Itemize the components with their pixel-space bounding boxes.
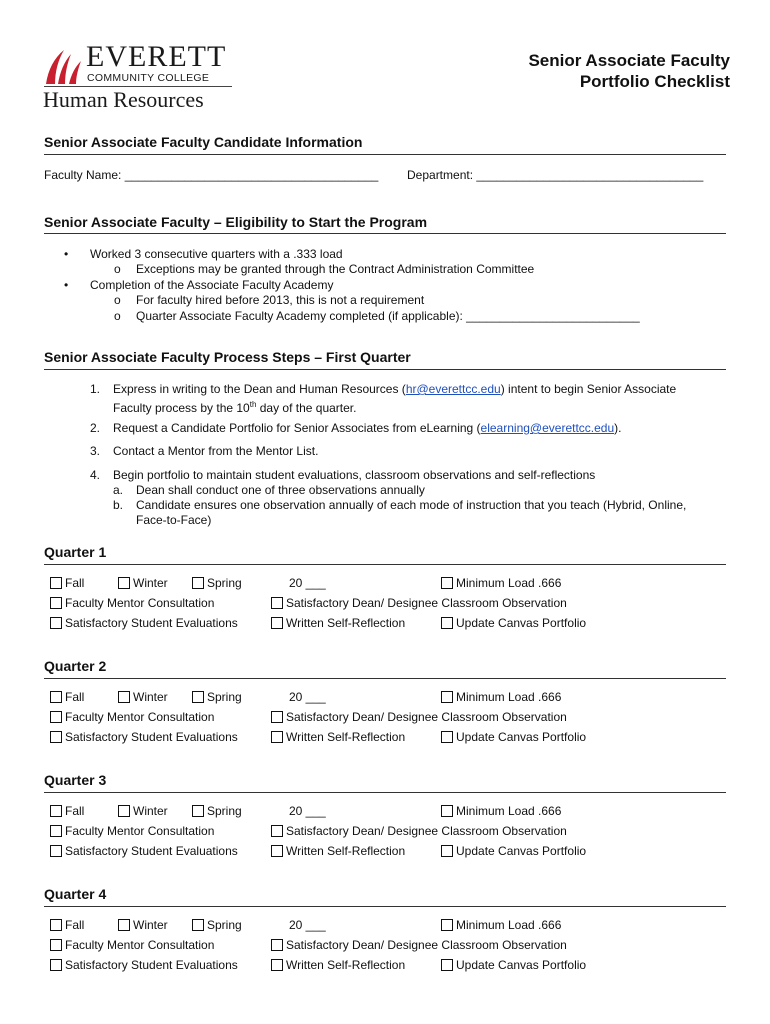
eligibility-item-2: Completion of the Associate Faculty Academy [90,278,334,292]
self-reflection-label: Written Self-Reflection [286,730,406,744]
mentor-label: Faculty Mentor Consultation [65,824,215,838]
mentor-label: Faculty Mentor Consultation [65,938,215,952]
logo-everett-text: EVERETT [86,40,227,73]
fall-label: Fall [65,804,85,818]
step-1-text: Faculty process by the 10 [113,401,250,415]
year-field[interactable]: 20 ___ [289,918,326,932]
step-2-text: Request a Candidate Portfolio for Senior Associates from eLearning ( [113,421,481,435]
step-1-cont [113,397,356,416]
step-number: 1. [90,382,101,396]
title-line-2: Portfolio Checklist [579,72,730,91]
student-evals-label: Satisfactory Student Evaluations [65,958,238,972]
spring-option[interactable] [192,918,242,933]
mentor-checkbox[interactable] [50,939,62,951]
bullet: • [64,278,69,292]
step-1-text: day of the quarter. [256,401,357,415]
self-reflection-option[interactable] [271,958,405,973]
dean-observation-label: Satisfactory Dean/ Designee Classroom Observation [286,596,567,610]
canvas-checkbox[interactable] [441,731,453,743]
logo-hr-text: Human Resources [43,87,204,112]
student-evals-checkbox[interactable] [50,731,62,743]
hr-email-link[interactable]: hr@everettcc.edu [405,382,501,396]
fall-option[interactable] [50,576,84,591]
step-1 [113,382,676,397]
divider [44,154,726,155]
student-evals-label: Satisfactory Student Evaluations [65,730,238,744]
spring-checkbox[interactable] [192,805,204,817]
student-evals-checkbox[interactable] [50,617,62,629]
quarter-title: Quarter 3 [44,772,107,788]
mentor-checkbox[interactable] [50,711,62,723]
spring-label: Spring [207,804,242,818]
faculty-name-field[interactable]: Faculty Name: ______________________________________ [44,168,379,182]
dean-observation-checkbox[interactable] [271,939,283,951]
step-letter: b. [113,498,124,512]
divider [44,564,726,565]
mentor-label: Faculty Mentor Consultation [65,710,215,724]
mentor-checkbox[interactable] [50,825,62,837]
fall-option[interactable] [50,690,84,705]
winter-option[interactable] [118,804,168,819]
canvas-checkbox[interactable] [441,845,453,857]
sub-bullet: o [114,262,121,276]
spring-label: Spring [207,690,242,704]
canvas-label: Update Canvas Portfolio [456,844,587,858]
canvas-label: Update Canvas Portfolio [456,730,587,744]
min-load-checkbox[interactable] [441,919,453,931]
fall-label: Fall [65,918,85,932]
step-4b: Candidate ensures one observation annually of each mode of instruction that you teach (Hybrid, Online, [136,498,687,512]
title-line-1: Senior Associate Faculty [528,51,730,70]
mentor-option[interactable] [50,710,214,725]
spring-label: Spring [207,576,242,590]
step-2 [113,421,621,436]
everett-logo [43,40,234,116]
superscript: th [249,400,257,409]
eligibility-item-1: Worked 3 consecutive quarters with a .333 load [90,247,343,261]
self-reflection-option[interactable] [271,730,405,745]
spring-checkbox[interactable] [192,919,204,931]
student-evals-option[interactable] [50,844,238,859]
min-load-label: Minimum Load .666 [456,576,562,590]
winter-label: Winter [133,576,168,590]
eligibility-sub-3[interactable]: Quarter Associate Faculty Academy completed (if applicable): __________________________ [136,309,640,323]
process-heading: Senior Associate Faculty Process Steps – First Quarter [44,349,411,365]
student-evals-checkbox[interactable] [50,845,62,857]
canvas-label: Update Canvas Portfolio [456,616,587,630]
min-load-option[interactable] [441,690,561,705]
min-load-option[interactable] [441,918,561,933]
year-field[interactable]: 20 ___ [289,804,326,818]
winter-option[interactable] [118,690,168,705]
dean-observation-label: Satisfactory Dean/ Designee Classroom Observation [286,824,567,838]
min-load-checkbox[interactable] [441,691,453,703]
self-reflection-option[interactable] [271,844,405,859]
fall-label: Fall [65,576,85,590]
divider [44,233,726,234]
eligibility-heading: Senior Associate Faculty – Eligibility to Start the Program [44,214,428,230]
spring-checkbox[interactable] [192,577,204,589]
department-field[interactable]: Department: __________________________________ [407,168,704,182]
mentor-checkbox[interactable] [50,597,62,609]
winter-checkbox[interactable] [118,805,130,817]
step-1-text: ) intent to begin Senior Associate [500,382,677,396]
year-field[interactable]: 20 ___ [289,690,326,704]
mentor-label: Faculty Mentor Consultation [65,596,215,610]
dean-observation-option[interactable] [271,596,567,611]
divider [44,906,726,907]
canvas-label: Update Canvas Portfolio [456,958,587,972]
min-load-option[interactable] [441,576,561,591]
min-load-checkbox[interactable] [441,577,453,589]
winter-option[interactable] [118,576,168,591]
self-reflection-checkbox[interactable] [271,959,283,971]
student-evals-label: Satisfactory Student Evaluations [65,616,238,630]
min-load-option[interactable] [441,804,561,819]
step-number: 2. [90,421,101,435]
canvas-option[interactable] [441,616,586,631]
self-reflection-option[interactable] [271,616,405,631]
winter-label: Winter [133,804,168,818]
divider [44,678,726,679]
canvas-option[interactable] [441,844,586,859]
logo-college-text: COMMUNITY COLLEGE [87,72,210,84]
step-4a: Dean shall conduct one of three observations annually [136,483,425,497]
dean-observation-checkbox[interactable] [271,597,283,609]
step-2-text: ). [614,421,622,435]
mentor-option[interactable] [50,596,214,611]
student-evals-option[interactable] [50,616,238,631]
spring-label: Spring [207,918,242,932]
step-number: 3. [90,444,101,458]
student-evals-option[interactable] [50,730,238,745]
self-reflection-label: Written Self-Reflection [286,844,406,858]
fall-checkbox[interactable] [50,577,62,589]
min-load-label: Minimum Load .666 [456,690,562,704]
self-reflection-checkbox[interactable] [271,731,283,743]
fall-option[interactable] [50,804,84,819]
fall-checkbox[interactable] [50,691,62,703]
step-1-text: Express in writing to the Dean and Human Resources ( [113,382,406,396]
sub-bullet: o [114,293,121,307]
fall-checkbox[interactable] [50,805,62,817]
canvas-option[interactable] [441,730,586,745]
student-evals-checkbox[interactable] [50,959,62,971]
self-reflection-checkbox[interactable] [271,617,283,629]
student-evals-label: Satisfactory Student Evaluations [65,844,238,858]
eligibility-sub-2: For faculty hired before 2013, this is not a requirement [136,293,425,307]
student-evals-option[interactable] [50,958,238,973]
winter-checkbox[interactable] [118,577,130,589]
logo-flame-icon [44,48,84,84]
spring-option[interactable] [192,576,242,591]
dean-observation-label: Satisfactory Dean/ Designee Classroom Observation [286,710,567,724]
step-3: Contact a Mentor from the Mentor List. [113,444,319,458]
winter-checkbox[interactable] [118,919,130,931]
canvas-checkbox[interactable] [441,617,453,629]
dean-observation-checkbox[interactable] [271,825,283,837]
step-4: Begin portfolio to maintain student evaluations, classroom observations and self-reflections [113,468,596,482]
quarter-title: Quarter 4 [44,886,107,902]
dean-observation-option[interactable] [271,824,567,839]
winter-checkbox[interactable] [118,691,130,703]
step-letter: a. [113,483,124,497]
dean-observation-label: Satisfactory Dean/ Designee Classroom Observation [286,938,567,952]
canvas-option[interactable] [441,958,586,973]
min-load-label: Minimum Load .666 [456,918,562,932]
quarter-title: Quarter 1 [44,544,107,560]
dean-observation-checkbox[interactable] [271,711,283,723]
min-load-label: Minimum Load .666 [456,804,562,818]
candidate-heading: Senior Associate Faculty Candidate Information [44,134,363,150]
fall-label: Fall [65,690,85,704]
dean-observation-option[interactable] [271,710,567,725]
self-reflection-label: Written Self-Reflection [286,958,406,972]
dean-observation-option[interactable] [271,938,567,953]
mentor-option[interactable] [50,824,214,839]
min-load-checkbox[interactable] [441,805,453,817]
divider [44,792,726,793]
self-reflection-label: Written Self-Reflection [286,616,406,630]
winter-label: Winter [133,918,168,932]
quarter-title: Quarter 2 [44,658,107,674]
elearning-email-link[interactable]: elearning@everettcc.edu [480,421,615,435]
divider [44,369,726,370]
step-4b-cont: Face-to-Face) [136,513,212,527]
eligibility-sub-1: Exceptions may be granted through the Contract Administration Committee [136,262,535,276]
spring-option[interactable] [192,690,242,705]
step-number: 4. [90,468,101,482]
bullet: • [64,247,69,261]
fall-option[interactable] [50,918,84,933]
canvas-checkbox[interactable] [441,959,453,971]
spring-option[interactable] [192,804,242,819]
document-title [430,50,730,92]
winter-label: Winter [133,690,168,704]
year-field[interactable]: 20 ___ [289,576,326,590]
spring-checkbox[interactable] [192,691,204,703]
winter-option[interactable] [118,918,168,933]
sub-bullet: o [114,309,121,323]
self-reflection-checkbox[interactable] [271,845,283,857]
fall-checkbox[interactable] [50,919,62,931]
mentor-option[interactable] [50,938,214,953]
